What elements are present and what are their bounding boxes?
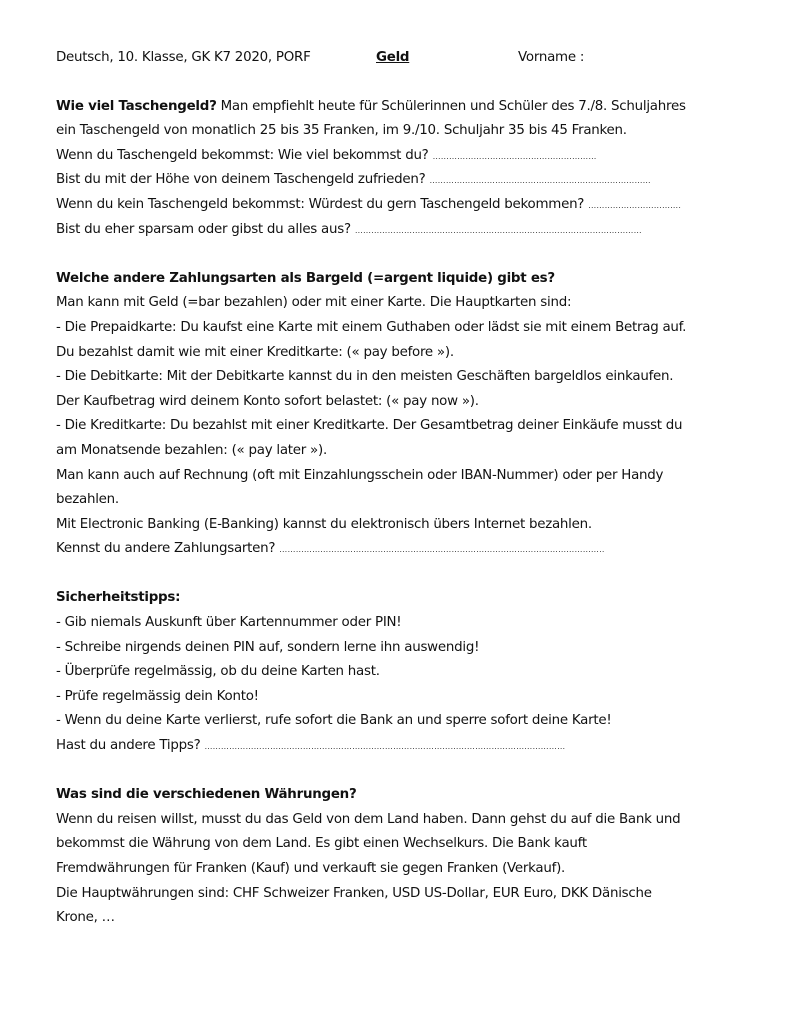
tip-item: - Prüfe regelmässig dein Konto!	[56, 688, 259, 704]
tip-item: - Überprüfe regelmässig, ob du deine Karten hast.	[56, 664, 380, 680]
worksheet-header	[56, 46, 776, 70]
first-name-label: Vorname :	[518, 50, 585, 65]
answer-blank[interactable]: ……………………………………………………	[432, 151, 597, 161]
question-line	[56, 193, 776, 218]
paragraph-line: Man kann auch auf Rechnung (oft mit Einzahlungsschein oder IBAN-Nummer) oder per Handy	[56, 467, 664, 483]
question-line	[56, 734, 776, 759]
spacer	[56, 562, 776, 587]
worksheet-title: Geld	[376, 50, 410, 65]
question-line	[56, 168, 776, 193]
question-line	[56, 144, 776, 169]
intro-line-2: ein Taschengeld von monatlich 25 bis 35 Franken, im 9./10. Schuljahr 35 bis 45 Franken.	[56, 123, 627, 139]
question-text: Kennst du andere Zahlungsarten?	[56, 541, 276, 557]
paragraph-line: Wenn du reisen willst, musst du das Geld von dem Land haben. Dann gehst du auf die Bank und	[56, 811, 681, 827]
question-text: Bist du eher sparsam oder gibst du alles aus?	[56, 221, 351, 237]
paragraph-line: bekommst die Währung von dem Land. Es gibt einen Wechselkurs. Die Bank kauft	[56, 836, 587, 852]
paragraph-line: - Die Prepaidkarte: Du kaufst eine Karte mit einem Guthaben oder lädst sie mit einem Betrag auf.	[56, 319, 687, 335]
tip-item: - Wenn du deine Karte verlierst, rufe sofort die Bank an und sperre sofort deine Karte!	[56, 713, 612, 729]
paragraph-line: bezahlen.	[56, 492, 119, 508]
paragraph-line: am Monatsende bezahlen: (« pay later »).	[56, 442, 327, 458]
section-heading-pocket-money: Wie viel Taschengeld?	[56, 98, 217, 114]
worksheet-page	[56, 46, 776, 931]
question-line	[56, 537, 776, 562]
question-text: Wenn du Taschengeld bekommst: Wie viel bekommst du?	[56, 147, 429, 163]
paragraph-line: - Die Debitkarte: Mit der Debitkarte kannst du in den meisten Geschäften bargeldlos einkaufen.	[56, 369, 674, 385]
paragraph-line: Du bezahlst damit wie mit einer Kreditkarte: (« pay before »).	[56, 344, 454, 360]
question-text: Hast du andere Tipps?	[56, 738, 201, 754]
paragraph-line: Fremdwährungen für Franken (Kauf) und verkauft sie gegen Franken (Verkauf).	[56, 861, 566, 876]
tip-item: - Schreibe nirgends deinen PIN auf, sondern lerne ihn auswendig!	[56, 639, 480, 655]
paragraph-line: Der Kaufbetrag wird deinem Konto sofort belastet: (« pay now »).	[56, 393, 479, 409]
paragraph-line: Krone, …	[56, 910, 115, 926]
answer-blank[interactable]: ……………………………………………………………………………………………………………………	[204, 742, 566, 752]
pocket-money-intro	[56, 95, 776, 120]
question-line	[56, 218, 776, 243]
tip-item: - Gib niemals Auskunft über Kartennummer oder PIN!	[56, 615, 402, 631]
paragraph-line: Die Hauptwährungen sind: CHF Schweizer Franken, USD US-Dollar, EUR Euro, DKK Dänische	[56, 885, 652, 901]
spacer	[56, 70, 776, 95]
spacer	[56, 759, 776, 784]
answer-blank[interactable]: ……………………………………………………………………………………………	[354, 225, 642, 235]
section-heading-payment-methods: Welche andere Zahlungsarten als Bargeld (=argent liquide) gibt es?	[56, 270, 555, 286]
paragraph-line: - Die Kreditkarte: Du bezahlst mit einer Kreditkarte. Der Gesamtbetrag deiner Einkäufe musst du	[56, 418, 683, 434]
answer-blank[interactable]: ………………………………………………………………………………………………………..	[279, 545, 605, 555]
spacer	[56, 242, 776, 267]
paragraph-line: Mit Electronic Banking (E-Banking) kannst du elektronisch übers Internet bezahlen.	[56, 516, 592, 532]
paragraph-line: Man kann mit Geld (=bar bezahlen) oder mit einer Karte. Die Hauptkarten sind:	[56, 295, 572, 311]
answer-blank[interactable]: …………………………….	[588, 200, 682, 210]
question-text: Bist du mit der Höhe von deinem Taschengeld zufrieden?	[56, 172, 426, 188]
section-heading-safety-tips: Sicherheitstipps:	[56, 590, 181, 606]
section-heading-currencies: Was sind die verschiedenen Währungen?	[56, 787, 357, 803]
intro-text: Man empfiehlt heute für Schülerinnen und Schüler des 7./8. Schuljahres	[216, 98, 686, 114]
answer-blank[interactable]: ………………………………………………………………………	[429, 176, 651, 186]
course-info: Deutsch, 10. Klasse, GK K7 2020, PORF	[56, 50, 311, 65]
question-text: Wenn du kein Taschengeld bekommst: Würdest du gern Taschengeld bekommen?	[56, 196, 585, 212]
